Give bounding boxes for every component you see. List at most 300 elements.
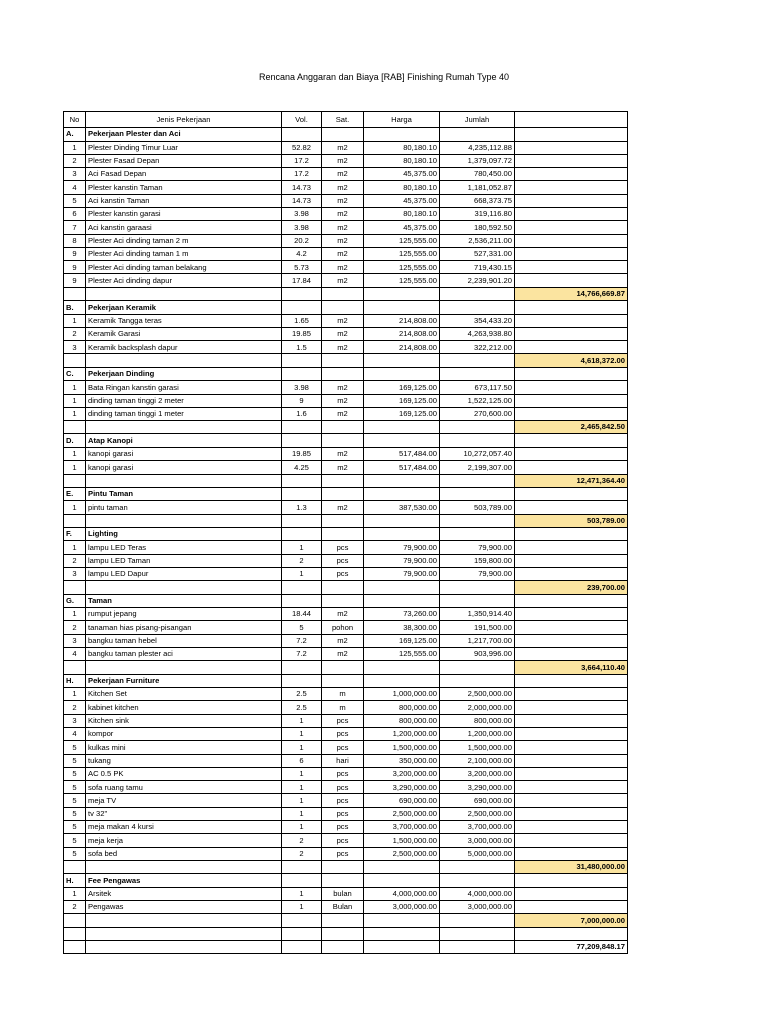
item-jumlah: 3,700,000.00 [440, 821, 515, 834]
empty-cell [86, 914, 282, 927]
section-header-row [64, 594, 628, 608]
empty-cell [515, 381, 628, 394]
section-subtotal: 12,471,364.40 [515, 474, 628, 487]
empty-cell [440, 301, 515, 315]
item-name: lampu LED Taman [86, 554, 282, 567]
empty-cell [64, 514, 86, 527]
item-no: 3 [64, 568, 86, 581]
item-vol: 5 [282, 621, 322, 634]
item-no: 3 [64, 634, 86, 647]
empty-cell [282, 527, 322, 541]
empty-cell [515, 568, 628, 581]
table-row [64, 608, 628, 621]
item-vol: 2 [282, 554, 322, 567]
item-no: 5 [64, 781, 86, 794]
empty-cell [440, 128, 515, 142]
item-name: Keramik backsplash dapur [86, 341, 282, 354]
empty-cell [364, 914, 440, 927]
item-harga: 1,500,000.00 [364, 741, 440, 754]
empty-cell [364, 860, 440, 873]
empty-cell [322, 594, 364, 608]
item-jumlah: 2,536,211.00 [440, 234, 515, 247]
item-harga: 125,555.00 [364, 261, 440, 274]
item-harga: 125,555.00 [364, 234, 440, 247]
item-sat: pcs [322, 541, 364, 554]
empty-cell [440, 421, 515, 434]
header-vol: Vol. [282, 112, 322, 128]
section-header-row [64, 128, 628, 142]
empty-cell [515, 701, 628, 714]
item-name: tukang [86, 754, 282, 767]
item-no: 3 [64, 714, 86, 727]
table-row [64, 381, 628, 394]
empty-cell [515, 447, 628, 460]
table-row [64, 181, 628, 194]
item-sat: pcs [322, 807, 364, 820]
section-header-row [64, 874, 628, 888]
item-no: 1 [64, 407, 86, 420]
item-jumlah: 3,000,000.00 [440, 834, 515, 847]
item-harga: 125,555.00 [364, 247, 440, 260]
empty-cell [322, 527, 364, 541]
empty-cell [440, 527, 515, 541]
empty-cell [515, 301, 628, 315]
item-name: meja TV [86, 794, 282, 807]
item-jumlah: 527,331.00 [440, 247, 515, 260]
item-harga: 79,900.00 [364, 554, 440, 567]
empty-cell [322, 914, 364, 927]
item-vol: 1 [282, 781, 322, 794]
grand-total: 77,209,848.17 [515, 940, 628, 953]
item-harga: 80,180.10 [364, 207, 440, 220]
item-jumlah: 1,500,000.00 [440, 741, 515, 754]
empty-cell [86, 940, 282, 953]
table-row [64, 568, 628, 581]
empty-cell [364, 434, 440, 448]
section-subtotal: 7,000,000.00 [515, 914, 628, 927]
item-name: kabinet kitchen [86, 701, 282, 714]
item-jumlah: 10,272,057.40 [440, 447, 515, 460]
item-sat: pcs [322, 741, 364, 754]
item-no: 1 [64, 608, 86, 621]
empty-cell [64, 927, 86, 940]
item-no: 2 [64, 701, 86, 714]
item-sat: m2 [322, 247, 364, 260]
empty-cell [322, 287, 364, 300]
item-sat: m2 [322, 154, 364, 167]
empty-cell [322, 661, 364, 674]
item-harga: 79,900.00 [364, 541, 440, 554]
section-name: Taman [86, 594, 282, 608]
item-no: 1 [64, 447, 86, 460]
item-jumlah: 800,000.00 [440, 714, 515, 727]
table-row [64, 554, 628, 567]
item-sat: m2 [322, 461, 364, 474]
item-vol: 2 [282, 834, 322, 847]
empty-cell [64, 421, 86, 434]
empty-cell [282, 514, 322, 527]
item-sat: m2 [322, 207, 364, 220]
section-subtotal: 14,766,669.87 [515, 287, 628, 300]
item-sat: pcs [322, 821, 364, 834]
table-row [64, 701, 628, 714]
table-row [64, 314, 628, 327]
section-code: H. [64, 874, 86, 888]
item-no: 1 [64, 461, 86, 474]
table-row [64, 847, 628, 860]
item-harga: 80,180.10 [364, 141, 440, 154]
item-jumlah: 319,116.80 [440, 207, 515, 220]
empty-cell [440, 287, 515, 300]
header-harga: Harga [364, 112, 440, 128]
item-vol: 1.5 [282, 341, 322, 354]
item-no: 1 [64, 394, 86, 407]
item-vol: 1.6 [282, 407, 322, 420]
rab-table-body [64, 112, 628, 954]
empty-cell [515, 767, 628, 780]
item-name: Plester Aci dinding taman belakang [86, 261, 282, 274]
empty-cell [322, 581, 364, 594]
item-jumlah: 1,522,125.00 [440, 394, 515, 407]
item-harga: 80,180.10 [364, 181, 440, 194]
empty-cell [322, 940, 364, 953]
item-vol: 52.82 [282, 141, 322, 154]
empty-cell [86, 421, 282, 434]
item-name: Plester kanstin Taman [86, 181, 282, 194]
empty-cell [515, 781, 628, 794]
header-total [515, 112, 628, 128]
blank-row [64, 927, 628, 940]
item-no: 9 [64, 261, 86, 274]
section-code: E. [64, 487, 86, 501]
item-vol: 19.85 [282, 447, 322, 460]
section-code: H. [64, 674, 86, 688]
empty-cell [440, 674, 515, 688]
item-sat: m [322, 701, 364, 714]
empty-cell [515, 407, 628, 420]
item-sat: m2 [322, 648, 364, 661]
empty-cell [364, 874, 440, 888]
item-harga: 79,900.00 [364, 568, 440, 581]
item-harga: 45,375.00 [364, 194, 440, 207]
empty-cell [86, 661, 282, 674]
item-sat: pcs [322, 781, 364, 794]
empty-cell [282, 487, 322, 501]
table-row [64, 887, 628, 900]
item-vol: 5.73 [282, 261, 322, 274]
subtotal-row [64, 421, 628, 434]
empty-cell [282, 914, 322, 927]
item-jumlah: 79,900.00 [440, 541, 515, 554]
table-row [64, 501, 628, 514]
table-row [64, 754, 628, 767]
item-name: Plester Fasad Depan [86, 154, 282, 167]
item-name: Kitchen sink [86, 714, 282, 727]
item-sat: pcs [322, 727, 364, 740]
subtotal-row [64, 661, 628, 674]
item-sat: pohon [322, 621, 364, 634]
item-no: 5 [64, 834, 86, 847]
empty-cell [322, 354, 364, 367]
empty-cell [515, 367, 628, 381]
item-harga: 214,808.00 [364, 341, 440, 354]
header-no: No [64, 112, 86, 128]
item-name: rumput jepang [86, 608, 282, 621]
empty-cell [282, 927, 322, 940]
empty-cell [364, 367, 440, 381]
table-row [64, 794, 628, 807]
table-row [64, 727, 628, 740]
empty-cell [515, 207, 628, 220]
item-no: 5 [64, 794, 86, 807]
item-name: tanaman hias pisang-pisangan [86, 621, 282, 634]
item-vol: 9 [282, 394, 322, 407]
item-name: sofa ruang tamu [86, 781, 282, 794]
item-harga: 387,530.00 [364, 501, 440, 514]
item-vol: 18.44 [282, 608, 322, 621]
item-sat: m2 [322, 407, 364, 420]
empty-cell [515, 487, 628, 501]
item-sat: pcs [322, 834, 364, 847]
section-header-row [64, 301, 628, 315]
empty-cell [364, 474, 440, 487]
item-harga: 1,000,000.00 [364, 688, 440, 701]
item-harga: 2,500,000.00 [364, 807, 440, 820]
item-name: Keramik Garasi [86, 327, 282, 340]
table-row [64, 541, 628, 554]
item-no: 5 [64, 741, 86, 754]
empty-cell [64, 860, 86, 873]
item-sat: m2 [322, 261, 364, 274]
empty-cell [515, 461, 628, 474]
item-vol: 14.73 [282, 181, 322, 194]
item-jumlah: 719,430.15 [440, 261, 515, 274]
item-harga: 2,500,000.00 [364, 847, 440, 860]
empty-cell [515, 727, 628, 740]
item-vol: 1 [282, 901, 322, 914]
section-name: Pekerjaan Keramik [86, 301, 282, 315]
empty-cell [515, 501, 628, 514]
empty-cell [515, 141, 628, 154]
item-sat: m2 [322, 447, 364, 460]
subtotal-row [64, 354, 628, 367]
section-header-row [64, 434, 628, 448]
table-row [64, 741, 628, 754]
table-row [64, 394, 628, 407]
section-name: Atap Kanopi [86, 434, 282, 448]
item-jumlah: 1,379,097.72 [440, 154, 515, 167]
item-sat: hari [322, 754, 364, 767]
item-no: 1 [64, 314, 86, 327]
item-name: Kitchen Set [86, 688, 282, 701]
empty-cell [282, 354, 322, 367]
empty-cell [515, 887, 628, 900]
empty-cell [515, 327, 628, 340]
subtotal-row [64, 860, 628, 873]
item-vol: 1.65 [282, 314, 322, 327]
empty-cell [440, 581, 515, 594]
item-no: 5 [64, 807, 86, 820]
item-jumlah: 2,100,000.00 [440, 754, 515, 767]
item-harga: 1,200,000.00 [364, 727, 440, 740]
item-name: Plester Aci dinding dapur [86, 274, 282, 287]
item-sat: m2 [322, 168, 364, 181]
table-row [64, 168, 628, 181]
item-no: 1 [64, 141, 86, 154]
item-sat: pcs [322, 794, 364, 807]
table-row [64, 154, 628, 167]
item-vol: 1 [282, 767, 322, 780]
empty-cell [64, 287, 86, 300]
section-subtotal: 4,618,372.00 [515, 354, 628, 367]
empty-cell [515, 261, 628, 274]
item-vol: 3.98 [282, 381, 322, 394]
empty-cell [515, 847, 628, 860]
item-jumlah: 903,996.00 [440, 648, 515, 661]
table-row [64, 767, 628, 780]
empty-cell [282, 421, 322, 434]
item-sat: m2 [322, 274, 364, 287]
item-harga: 690,000.00 [364, 794, 440, 807]
empty-cell [515, 128, 628, 142]
empty-cell [282, 940, 322, 953]
rab-table [63, 111, 628, 954]
item-jumlah: 3,290,000.00 [440, 781, 515, 794]
empty-cell [515, 527, 628, 541]
empty-cell [86, 860, 282, 873]
item-jumlah: 503,789.00 [440, 501, 515, 514]
item-jumlah: 673,117.50 [440, 381, 515, 394]
item-name: Plester Dinding Timur Luar [86, 141, 282, 154]
table-row [64, 901, 628, 914]
item-jumlah: 668,373.75 [440, 194, 515, 207]
item-harga: 214,808.00 [364, 314, 440, 327]
item-vol: 1 [282, 714, 322, 727]
empty-cell [282, 661, 322, 674]
empty-cell [322, 487, 364, 501]
item-harga: 517,484.00 [364, 461, 440, 474]
section-name: Fee Pengawas [86, 874, 282, 888]
item-no: 1 [64, 887, 86, 900]
table-row [64, 207, 628, 220]
item-sat: m2 [322, 327, 364, 340]
item-name: dinding taman tinggi 1 meter [86, 407, 282, 420]
item-no: 8 [64, 234, 86, 247]
empty-cell [515, 807, 628, 820]
item-sat: m2 [322, 634, 364, 647]
table-row [64, 648, 628, 661]
subtotal-row [64, 474, 628, 487]
empty-cell [86, 927, 282, 940]
item-harga: 169,125.00 [364, 634, 440, 647]
item-jumlah: 3,200,000.00 [440, 767, 515, 780]
item-jumlah: 180,592.50 [440, 221, 515, 234]
item-no: 1 [64, 501, 86, 514]
item-vol: 1 [282, 541, 322, 554]
empty-cell [64, 474, 86, 487]
item-harga: 38,300.00 [364, 621, 440, 634]
section-name: Pekerjaan Dinding [86, 367, 282, 381]
item-jumlah: 2,239,901.20 [440, 274, 515, 287]
empty-cell [515, 688, 628, 701]
empty-cell [364, 927, 440, 940]
empty-cell [515, 221, 628, 234]
empty-cell [515, 874, 628, 888]
item-name: lampu LED Teras [86, 541, 282, 554]
item-jumlah: 1,181,052.87 [440, 181, 515, 194]
table-row [64, 221, 628, 234]
item-jumlah: 2,500,000.00 [440, 807, 515, 820]
section-name: Pintu Taman [86, 487, 282, 501]
item-vol: 2.5 [282, 701, 322, 714]
item-harga: 73,260.00 [364, 608, 440, 621]
empty-cell [515, 434, 628, 448]
item-name: kompor [86, 727, 282, 740]
empty-cell [64, 914, 86, 927]
subtotal-row [64, 581, 628, 594]
item-sat: pcs [322, 847, 364, 860]
item-name: Pengawas [86, 901, 282, 914]
item-vol: 1 [282, 807, 322, 820]
item-no: 9 [64, 274, 86, 287]
item-name: Bata Ringan kanstin garasi [86, 381, 282, 394]
item-vol: 17.2 [282, 154, 322, 167]
item-name: Arsitek [86, 887, 282, 900]
item-jumlah: 5,000,000.00 [440, 847, 515, 860]
item-sat: pcs [322, 568, 364, 581]
section-header-row [64, 367, 628, 381]
empty-cell [515, 901, 628, 914]
item-sat: m2 [322, 501, 364, 514]
table-row [64, 261, 628, 274]
item-jumlah: 4,000,000.00 [440, 887, 515, 900]
item-jumlah: 2,199,307.00 [440, 461, 515, 474]
item-vol: 2.5 [282, 688, 322, 701]
item-vol: 7.2 [282, 648, 322, 661]
table-row [64, 714, 628, 727]
item-sat: m2 [322, 141, 364, 154]
item-vol: 17.2 [282, 168, 322, 181]
empty-cell [440, 661, 515, 674]
section-header-row [64, 674, 628, 688]
item-vol: 3.98 [282, 221, 322, 234]
empty-cell [86, 287, 282, 300]
empty-cell [322, 434, 364, 448]
empty-cell [515, 314, 628, 327]
item-no: 2 [64, 621, 86, 634]
item-no: 3 [64, 341, 86, 354]
item-jumlah: 322,212.00 [440, 341, 515, 354]
empty-cell [515, 634, 628, 647]
empty-cell [364, 301, 440, 315]
empty-cell [515, 554, 628, 567]
empty-cell [86, 474, 282, 487]
table-row [64, 274, 628, 287]
empty-cell [322, 128, 364, 142]
section-name: Pekerjaan Furniture [86, 674, 282, 688]
empty-cell [282, 367, 322, 381]
empty-cell [364, 594, 440, 608]
item-no: 4 [64, 727, 86, 740]
item-name: kulkas mini [86, 741, 282, 754]
empty-cell [364, 514, 440, 527]
item-sat: m2 [322, 314, 364, 327]
item-no: 5 [64, 821, 86, 834]
item-harga: 169,125.00 [364, 407, 440, 420]
empty-cell [364, 128, 440, 142]
item-vol: 6 [282, 754, 322, 767]
section-name: Lighting [86, 527, 282, 541]
